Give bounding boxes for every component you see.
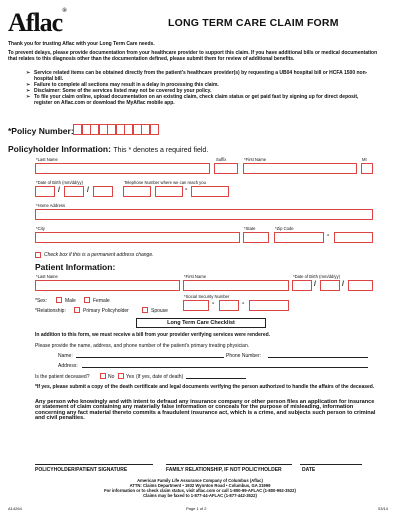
bullet-item: ➢ Service related items can be obtained directly from the patient's healthcare provider(s) by requesting a UB04 hospital bill or HCFA 1500 non-hospital bill. — [28, 70, 373, 82]
signature-label: POLICYHOLDER/PATIENT SIGNATURE — [35, 467, 128, 473]
policyholder-first-name-field[interactable] — [243, 163, 357, 174]
policyholder-address-field[interactable] — [35, 209, 373, 220]
relationship-label: FAMILY RELATIONSHIP, IF NOT POLICYHOLDER — [166, 467, 282, 473]
footer-address — [50, 478, 350, 498]
date-of-death-line[interactable] — [186, 378, 246, 379]
date-line[interactable] — [300, 464, 362, 465]
deceased-question: Is the patient deceased? — [35, 374, 90, 380]
patient-dob-year[interactable] — [348, 280, 373, 291]
policyholder-dob-month[interactable] — [35, 186, 55, 197]
patient-last-name-field[interactable] — [35, 280, 180, 291]
policyholder-state-field[interactable] — [243, 232, 269, 243]
patient-relationship-label: *Relationship: — [35, 308, 66, 314]
policyholder-phone-area[interactable] — [123, 186, 151, 197]
patient-sex-male-checkbox[interactable] — [56, 297, 62, 303]
policyholder-zip4-field[interactable] — [334, 232, 373, 243]
physician-address-line[interactable] — [82, 367, 368, 368]
policyholder-zip-label: *Zip Code — [275, 226, 294, 231]
intro-thanks: Thank you for trusting Aflac with your Long Term Care needs. — [8, 41, 155, 47]
footer-info: For information or to check claim status, visit aflac.com or call 1-800-99-AFLAC (1-800-992-3522) — [104, 488, 296, 493]
fraud-warning: Any person who knowingly and with intent to defraud any insurance company or other person files an application for insurance or statement of claim containing any materially false information or conceals for the purpose of misleading, information concerning any fact material thereto commits a fraudulent insurance act, which is a crime, and subjects such person to criminal and civil penalties. — [35, 399, 376, 422]
policyholder-phone-prefix[interactable] — [155, 186, 183, 197]
footer-company: American Family Life Assurance Company of Columbus (Aflac) — [137, 478, 263, 483]
aflac-logo: Aflac® — [8, 8, 66, 37]
patient-sex-male-label: Male — [65, 298, 76, 304]
policyholder-city-field[interactable] — [35, 232, 240, 243]
policyholder-dob-day[interactable] — [64, 186, 84, 197]
footer-fax: Claims may be faxed to 1-877-44-AFLAC (1-877-442-3522) — [143, 493, 257, 498]
physician-phone-label: Phone Number: — [226, 353, 262, 359]
patient-sex-label: *Sex: — [35, 298, 47, 304]
form-date: 03/14 — [378, 506, 389, 511]
deceased-no-label: No — [108, 374, 115, 380]
physician-name-line[interactable] — [76, 357, 224, 358]
policyholder-suffix-label: Suffix — [216, 157, 227, 162]
physician-phone-line[interactable] — [268, 357, 368, 358]
policyholder-state-label: *State — [244, 226, 256, 231]
date-of-death-label: (If yes, date of death) — [136, 374, 184, 380]
form-id: A14264 — [8, 506, 22, 511]
relationship-primary-checkbox[interactable] — [74, 307, 80, 313]
policyholder-address-label: *Home Address — [36, 203, 66, 208]
patient-ssn-part1[interactable] — [183, 300, 209, 311]
patient-sex-female-label: Female — [93, 298, 110, 304]
policyholder-phone-label: Telephone Number where we can reach you — [124, 180, 206, 185]
intro-paragraph: To prevent delays, please provide documentation from your healthcare provider to support this claim. If you have additional bills or medical documentation that relates to this diagnosis other than the documentation defined, please submit them for review of additional benefits. — [8, 50, 378, 62]
permanent-address-checkbox[interactable] — [35, 252, 41, 258]
physician-name-label: Name: — [58, 353, 73, 359]
date-label: DATE — [302, 467, 316, 473]
policyholder-mi-label: MI — [362, 157, 367, 162]
patient-ssn-part2[interactable] — [219, 300, 239, 311]
policyholder-dob-label: *Date of Birth (mm/dd/yy) — [36, 180, 84, 185]
policyholder-heading: Policyholder Information: This * denotes a required field. — [8, 144, 209, 154]
policyholder-last-name-field[interactable] — [35, 163, 210, 174]
patient-dob-day[interactable] — [320, 280, 340, 291]
policyholder-suffix-field[interactable] — [214, 163, 238, 174]
physician-address-label: Address: — [58, 363, 78, 369]
deceased-yes-label: Yes — [126, 374, 135, 380]
policyholder-last-name-label: *Last Name — [36, 157, 58, 162]
footer-attn: ATTN: Claims Department • 1932 Wynnton Road • Columbus, GA 31999 — [129, 483, 271, 488]
policy-number-label: *Policy Number: — [8, 126, 74, 136]
patient-dob-month[interactable] — [292, 280, 312, 291]
checklist-title: Long Term Care Checklist — [136, 318, 266, 328]
patient-dob-label: *Date of Birth (mm/dd/yy) — [293, 274, 341, 279]
policy-number-field[interactable] — [73, 124, 158, 135]
intro-bullets — [28, 70, 373, 106]
bullet-item: ➢ To file your claim online, upload documentation on an existing claim, check claim status or get paid fast by signing up for direct deposit, register on Aflac.com or download the MyAflac mobile app. — [28, 94, 373, 106]
relationship-spouse-checkbox[interactable] — [142, 307, 148, 313]
policyholder-zip-field[interactable] — [274, 232, 324, 243]
relationship-spouse-label: Spouse — [151, 308, 168, 314]
signature-line[interactable] — [35, 464, 153, 465]
policyholder-mi-field[interactable] — [361, 163, 373, 174]
relationship-line[interactable] — [166, 464, 292, 465]
patient-first-name-label: *First Name — [184, 274, 207, 279]
patient-first-name-field[interactable] — [183, 280, 289, 291]
patient-ssn-part3[interactable] — [249, 300, 289, 311]
policyholder-dob-year[interactable] — [93, 186, 113, 197]
patient-heading: Patient Information: — [35, 262, 116, 272]
death-certificate-note: *If yes, please submit a copy of the death certificate and legal documents verifying the person authorized to handle the affairs of the deceased. — [35, 384, 375, 390]
policyholder-city-label: *City — [36, 226, 45, 231]
permanent-address-label: Check box if this is a permanent address change. — [44, 252, 154, 258]
deceased-yes-checkbox[interactable] — [118, 373, 124, 379]
checklist-provide: Please provide the name, address, and phone number of the patient's primary treating physician. — [35, 343, 250, 349]
policyholder-first-name-label: *First Name — [244, 157, 267, 162]
policyholder-phone-line[interactable] — [191, 186, 229, 197]
patient-sex-female-checkbox[interactable] — [84, 297, 90, 303]
patient-last-name-label: *Last Name — [36, 274, 58, 279]
relationship-primary-label: Primary Policyholder — [83, 308, 129, 314]
bullet-item: ➢ Disclaimer: Some of the services listed may not be covered by your policy. — [28, 88, 373, 94]
deceased-no-checkbox[interactable] — [100, 373, 106, 379]
bullet-item: ➢ Failure to complete all sections may result in a delay in processing this claim. — [28, 82, 373, 88]
page-number: Page 1 of 2 — [186, 506, 207, 511]
checklist-must-receive: In addition to this form, we must receive a bill from your provider verifying services were rendered. — [35, 332, 271, 338]
form-title: LONG TERM CARE CLAIM FORM — [168, 17, 339, 29]
patient-ssn-label: *Social Security Number — [184, 294, 230, 299]
